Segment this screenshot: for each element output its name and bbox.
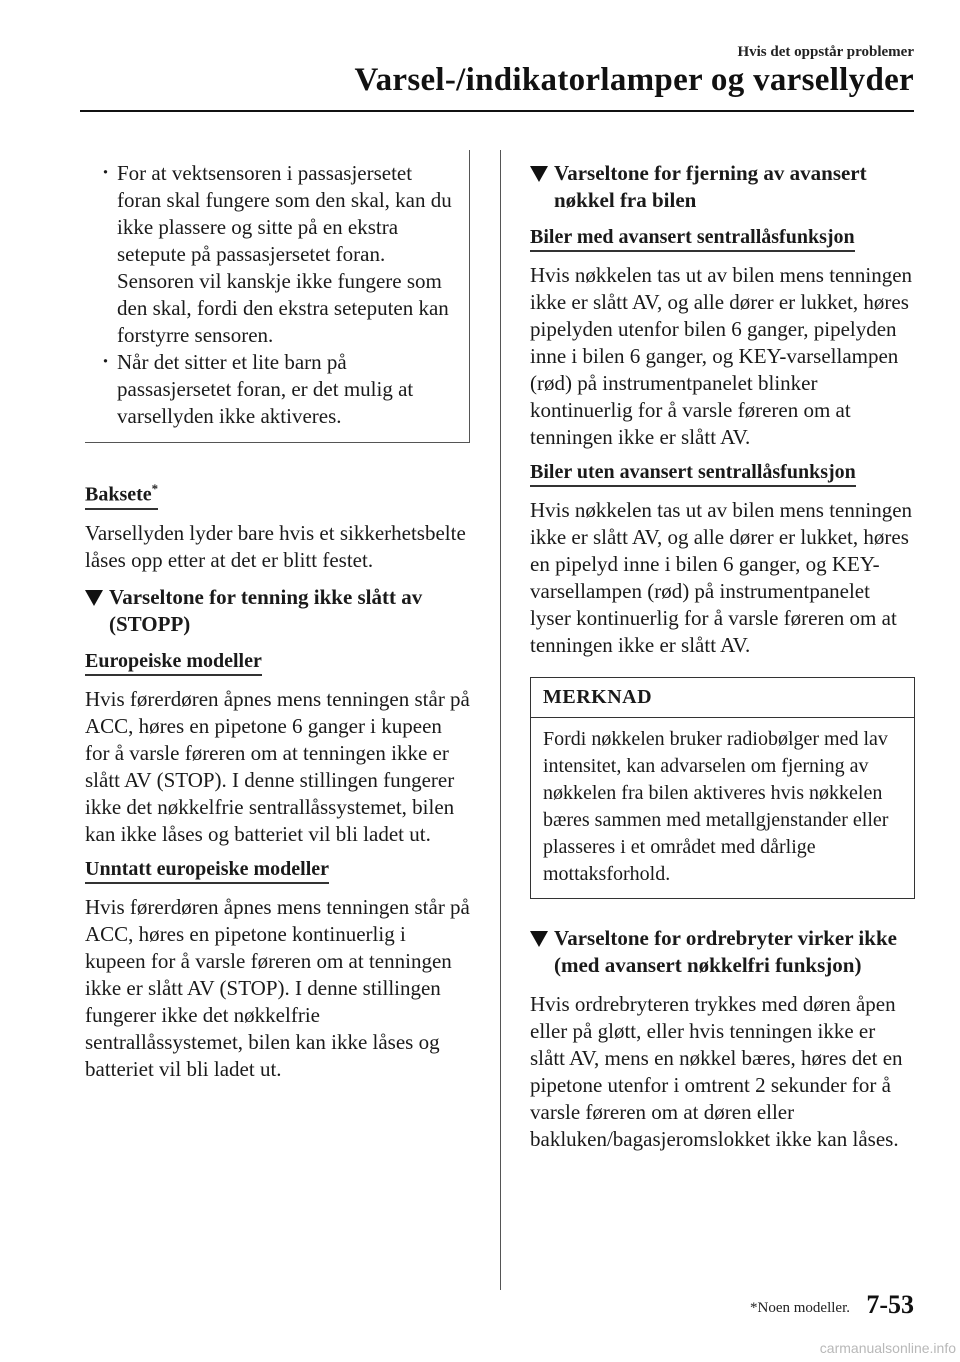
note-bullet: · Når det sitter et lite barn på passasjersetet foran, er det mulig at varsellyden ikke aktiveres.: [85, 349, 455, 430]
key-heading: [530, 160, 915, 214]
non-eu-heading: Unntatt europeiske modeller: [85, 858, 329, 884]
key-heading-text: Varseltone for fjerning av avansert nøkkel fra bilen: [554, 161, 867, 212]
triangle-icon: [530, 931, 548, 947]
left-column: [85, 150, 470, 1093]
non-eu-text: Hvis førerdøren åpnes mens tenningen står på ACC, høres en pipetone kontinuerlig i kupeen for å varsle føreren om at tenningen ikke er slått AV (STOP). I denne stillingen fungerer ikke det nøkkelfrie sentrallåssystemet, bilen kan ikke låses og batteriet vil bli ladet ut.: [85, 894, 470, 1081]
ordre-text: Hvis ordrebryteren trykkes med døren åpen eller på gløtt, eller hvis tenningen ikke er slått AV, mens en nøkkel bæres, høres det en pipetone utenfor i omtrent 2 sekunder for å varsle føreren om at døren eller bakluken/bagasjeromslokket ikke kan låses.: [530, 992, 903, 1151]
without-central-lock-heading: Biler uten avansert sentrallåsfunksjon: [530, 461, 856, 487]
page-number: 7-53: [866, 1290, 914, 1319]
ordre-heading: [530, 925, 915, 979]
merknad-title: MERKNAD: [531, 678, 914, 718]
triangle-icon: [85, 590, 103, 606]
column-divider: [500, 150, 501, 1290]
footnote: *Noen modeller.: [750, 1300, 850, 1316]
page-title: Varsel-/indikatorlamper og varsellyder: [354, 62, 914, 98]
note-list: [85, 160, 455, 430]
baksete-text: Varsellyden lyder bare hvis et sikkerhetsbelte låses opp etter at det er blitt festet.: [85, 520, 466, 572]
watermark: carmanualsonline.info: [819, 1340, 956, 1356]
note-box: [85, 150, 470, 443]
merknad-text: Fordi nøkkelen bruker radiobølger med lav intensitet, kan advarselen om fjerning av nøkkelen fra bilen aktiveres hvis nøkkelen bæres sammen med metallgjenstander eller plasseres i et området med dårlige mottaksforhold.: [543, 728, 889, 885]
note-bullet: · For at vektsensoren i passasjersetet foran skal fungere som den skal, kan du ikke plassere og sitte på en ekstra setepute på passasjersetet foran. Sensoren vil kanskje ikke fungere som den skal, fordi den ekstra seteputen kan forstyrre sensoren.: [85, 160, 455, 349]
footnote-marker: *: [151, 481, 159, 496]
with-central-lock-text: Hvis nøkkelen tas ut av bilen mens tenningen ikke er slått AV, og alle dører er lukket, høres pipelyden utenfor bilen 6 ganger, pipelyden inne i bilen 6 ganger, og KEY-varsellampen (rød) på instrumentpanelet blinker kontinuerlig for å varsle føreren om at tenningen ikke er slått AV.: [530, 263, 913, 449]
eu-text: Hvis førerdøren åpnes mens tenningen står på ACC, høres en pipetone 6 ganger i kupeen for å varsle føreren om at tenningen ikke er slått AV (STOP). I denne stillingen fungerer ikke det nøkkelfrie sentrallåssystemet, bilen kan ikke låses og batteriet vil bli ladet ut.: [85, 686, 470, 846]
triangle-icon: [530, 166, 548, 182]
with-central-lock-heading: Biler med avansert sentrallåsfunksjon: [530, 226, 855, 252]
baksete-heading: Baksete*: [85, 481, 158, 510]
without-central-lock-text: Hvis nøkkelen tas ut av bilen mens tenningen ikke er slått AV, og alle dører er lukket, høres en pipelyd inne i bilen 6 ganger, og KEY-varsellampen (rød) på instrumentpanelet lyser kontinuerlig for å varsle føreren om at tenningen ikke er slått AV.: [530, 498, 913, 657]
tenning-heading: [85, 584, 470, 638]
merknad-box: [530, 677, 915, 899]
header-divider: [80, 110, 914, 112]
right-column: [530, 150, 915, 1163]
ordre-heading-text: Varseltone for ordrebryter virker ikke (med avansert nøkkelfri funksjon): [554, 926, 897, 977]
eu-heading: Europeiske modeller: [85, 650, 262, 676]
section-label: Hvis det oppstår problemer: [737, 44, 914, 60]
tenning-heading-text: Varseltone for tenning ikke slått av (STOPP): [109, 584, 423, 636]
